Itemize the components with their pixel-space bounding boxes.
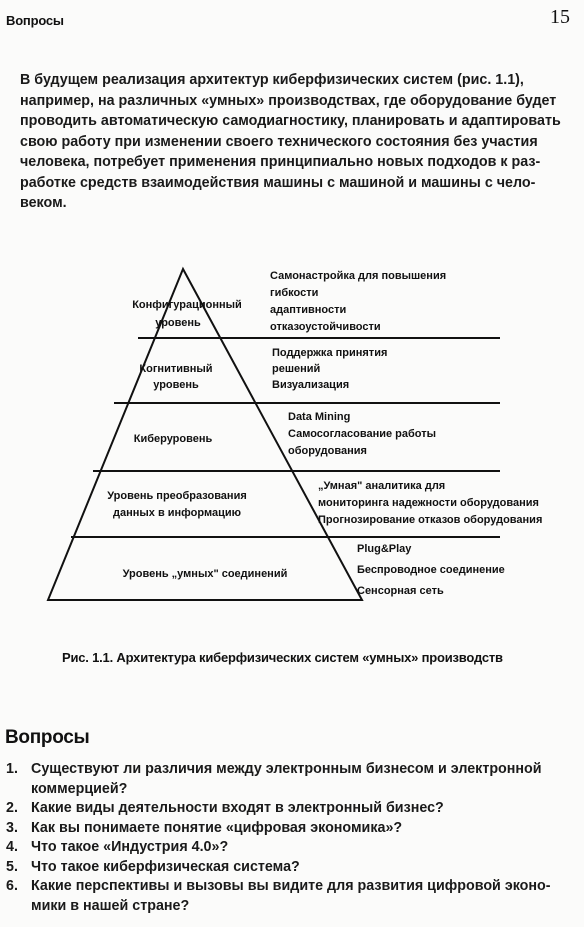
questions-list: [0, 760, 551, 916]
question-text: [0, 877, 551, 916]
level-label-configuration: уровень: [155, 317, 201, 329]
intro-line: работке средств взаимодействия машины с машиной и машины с чело-: [20, 174, 536, 191]
question-text: [0, 858, 551, 878]
question-text: [0, 760, 551, 799]
question-line: Какие виды деятельности входят в электронный бизнес?: [31, 800, 444, 816]
level-feature: гибкости: [270, 287, 319, 299]
question-number: 3.: [6, 819, 18, 836]
intro-line: человека, потребует применения принципиально новых подходов к раз-: [20, 154, 541, 170]
question-number: 5.: [6, 858, 18, 875]
level-feature: Самосогласование работы: [288, 428, 437, 440]
intro-line: В будущем реализация архитектур киберфизических систем (рис. 1.1),: [20, 72, 524, 88]
level-feature: решений: [272, 363, 321, 375]
question-line: Что такое «Индустрия 4.0»?: [31, 839, 229, 855]
question-line: коммерцией?: [31, 780, 128, 797]
figure-caption: [62, 650, 503, 665]
level-label-data-conversion: данных в информацию: [113, 507, 241, 519]
figure-caption-prefix: Рис. 1.1.: [62, 650, 113, 665]
intro-paragraph: [20, 70, 572, 214]
question-text: [0, 838, 551, 858]
question-number: 2.: [6, 800, 18, 816]
question-item: [0, 858, 551, 878]
level-feature: Data Mining: [288, 411, 351, 423]
question-line: Существуют ли различия между электронным бизнесом и электронной: [31, 761, 542, 777]
intro-line: проводить автоматическую самодиагностику, планировать и адаптировать: [20, 113, 561, 129]
question-item: [0, 799, 551, 819]
page-number: 15: [550, 6, 570, 28]
level-label-data-conversion: Уровень преобразования: [107, 490, 247, 502]
section-title: Вопросы: [5, 727, 90, 748]
level-feature: Беспроводное соединение: [357, 564, 505, 576]
question-item: [0, 877, 551, 916]
level-feature: Прогнозирование отказов оборудования: [318, 514, 543, 526]
level-feature: „Умная" аналитика для: [318, 480, 446, 492]
level-feature: Самонастройка для повышения: [270, 270, 447, 282]
level-feature: оборудования: [288, 445, 367, 457]
level-label-cyber: Киберуровень: [133, 433, 213, 445]
level-feature: Plug&Play: [357, 543, 412, 555]
level-feature: отказоустойчивости: [270, 321, 381, 333]
level-feature: Визуализация: [272, 379, 350, 391]
question-line: Что такое киберфизическая система?: [31, 858, 300, 875]
cps-pyramid-diagram: [0, 255, 584, 615]
level-feature: Поддержка принятия: [272, 347, 388, 359]
level-label-cognitive: уровень: [153, 379, 199, 391]
question-line: мики в нашей стране?: [31, 897, 190, 914]
question-line: Какие перспективы и вызовы вы видите для развития цифровой эконо-: [31, 878, 551, 894]
question-text: [0, 799, 551, 819]
question-item: [0, 838, 551, 858]
question-text: [0, 819, 551, 839]
running-header-title: Вопросы: [6, 13, 64, 28]
question-item: [0, 760, 551, 799]
question-number: 6.: [6, 878, 18, 894]
level-label-smart-connections: Уровень „умных" соединений: [122, 568, 288, 580]
figure-caption-text: Архитектура киберфизических систем «умных» производств: [116, 650, 503, 665]
intro-line: веком.: [20, 195, 67, 211]
level-label-cognitive: Когнитивный: [139, 363, 213, 375]
level-feature: мониторинга надежности оборудования: [318, 497, 539, 509]
intro-line: например, на различных «умных» производствах, где оборудование будет: [20, 92, 557, 109]
level-feature: Сенсорная сеть: [357, 585, 444, 597]
question-item: [0, 819, 551, 839]
question-line: Как вы понимаете понятие «цифровая экономика»?: [31, 819, 403, 836]
level-feature: адаптивности: [270, 304, 347, 316]
question-number: 4.: [6, 839, 18, 855]
level-label-configuration: Конфигурационный: [132, 299, 242, 311]
question-number: 1.: [6, 761, 18, 777]
intro-line: свою работу при изменении своего технического состояния без участия: [20, 133, 538, 150]
